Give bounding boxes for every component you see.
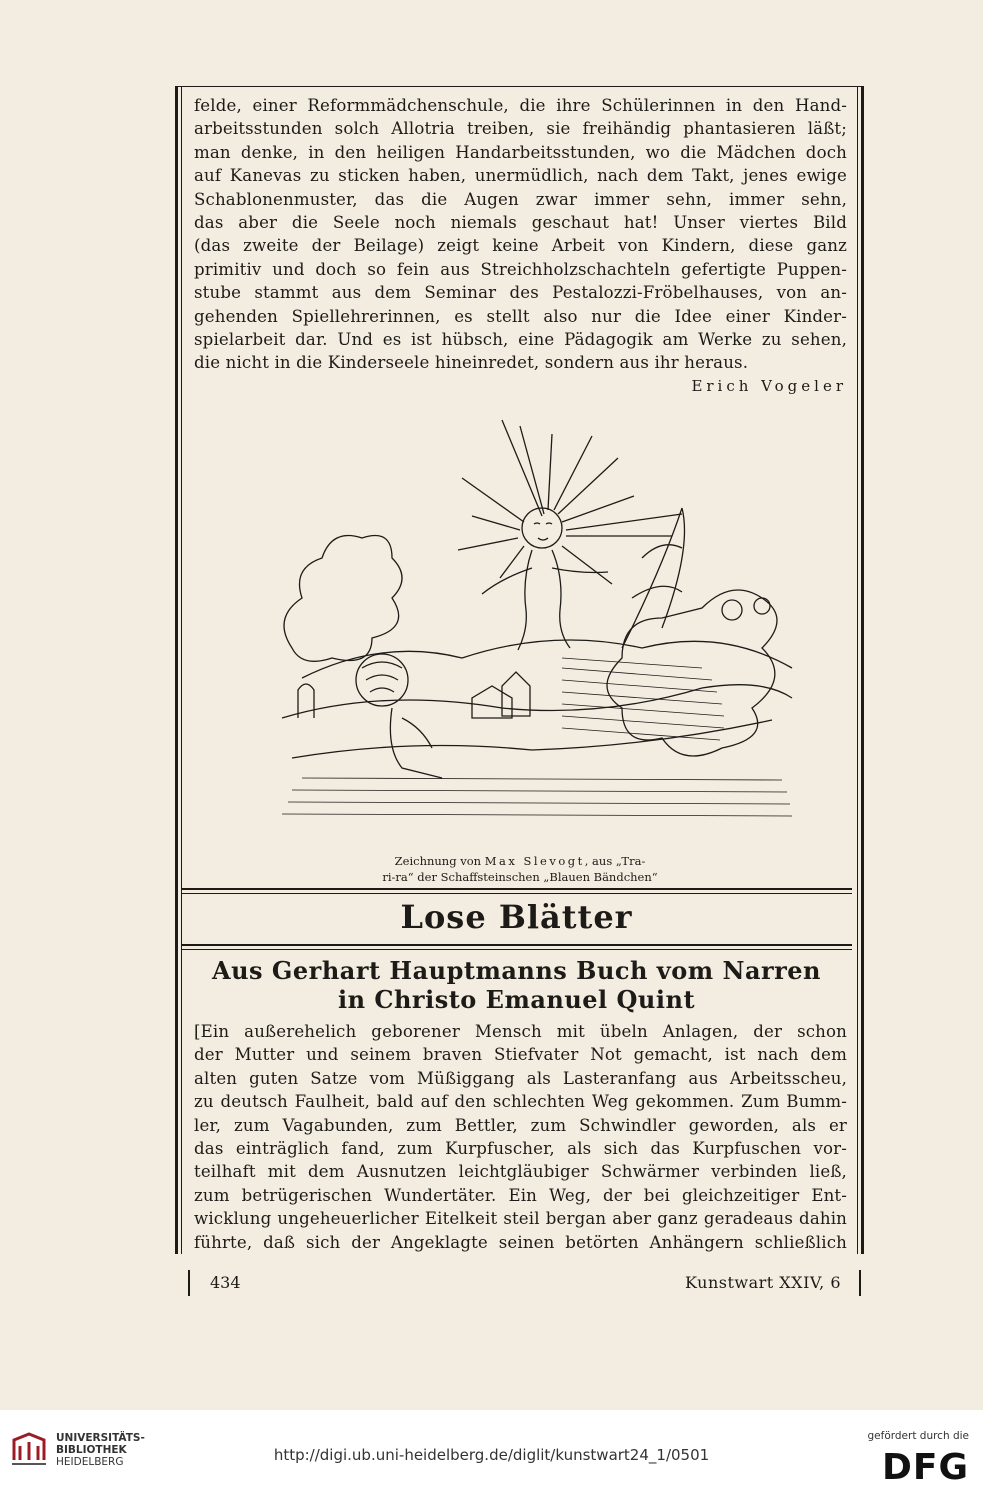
article-line: [Ein außerehelich geborener Mensch mit übeln Anlagen, der schon <box>194 1022 847 1041</box>
essay-line: man denke, in den heiligen Handarbeitsstunden, wo die Mädchen doch <box>194 142 847 162</box>
essay-line: das aber die Seele noch niemals geschaut hat! Unser viertes Bild <box>194 213 847 233</box>
page-number: 434 <box>210 1273 241 1292</box>
caption-prefix: Zeichnung von <box>394 854 485 868</box>
essay-line: arbeitsstunden solch Allotria treiben, sie freihändig phantasieren läßt; <box>194 119 847 139</box>
essay-line: primitiv und doch so fein aus Streichholzschachteln gefertigte Puppen- <box>194 259 847 279</box>
seated-child <box>390 708 442 778</box>
essay-line: (das zweite der Beilage) zeigt keine Arbeit von Kindern, diese ganz <box>194 236 847 256</box>
article-line: zum betrügerischen Wundertäter. Ein Weg, der bei gleichzeitiger Ent- <box>194 1185 847 1205</box>
funding-caption: gefördert durch die <box>867 1430 969 1442</box>
journal-issue: Kunstwart XXIV, 6 <box>685 1273 841 1292</box>
article-title <box>181 956 852 1014</box>
article-line: ler, zum Vagabunden, zum Bettler, zum Schwindler geworden, als er <box>194 1115 847 1135</box>
wandering-figure <box>482 550 608 650</box>
page-footer <box>188 1270 861 1296</box>
article-title-line: in Christo Emanuel Quint <box>337 985 696 1014</box>
caption-rest: , aus „Tra- <box>584 854 646 868</box>
hill-line <box>302 640 792 678</box>
illustration-caption <box>340 853 700 885</box>
essay-line: felde, einer Reformmädchenschule, die ihre Schülerinnen in den Hand- <box>194 96 847 115</box>
caption-line-2: ri-ra“ der Schaffsteinschen „Blauen Bändchen“ <box>382 870 658 884</box>
essay-line: Schablonenmuster, das die Augen zwar immer sehn, immer sehn, <box>194 189 847 209</box>
sun-face <box>522 508 562 548</box>
library-line: HEIDELBERG <box>56 1456 124 1468</box>
essay-line: auf Kanevas zu sticken haben, unermüdlich, nach dem Takt, jenes ewige <box>194 166 847 186</box>
author-signature: Erich Vogeler <box>691 376 847 395</box>
left-bush <box>284 536 402 662</box>
article-line: führte, daß sich der Angeklagte seinen betörten Anhängern schließlich <box>194 1232 847 1252</box>
dfg-logo: DFG <box>881 1447 969 1488</box>
article-text <box>194 1020 847 1254</box>
section-rule-top <box>181 888 852 894</box>
caption-line-1 <box>340 853 700 869</box>
library-line: BIBLIOTHEK <box>56 1444 127 1456</box>
right-foliage <box>607 590 777 756</box>
essay-line: die nicht in die Kinderseele hineinredet, sondern aus ihr heraus. <box>194 353 749 373</box>
sun-rays <box>458 420 682 584</box>
article-line: zu deutsch Faulheit, bald auf den schlechten Weg gekommen. Zum Bumm- <box>194 1092 847 1112</box>
hatching <box>282 658 792 816</box>
essay-line: stube stammt aus dem Seminar des Pestalozzi-Fröbelhauses, von an- <box>194 283 847 303</box>
article-line: alten guten Satze vom Müßiggang als Lasteranfang aus Arbeitsscheu, <box>194 1068 847 1088</box>
caption-artist: Max Slevogt <box>484 854 585 868</box>
village-houses <box>472 672 530 718</box>
article-line: wicklung ungeheuerlicher Eitelkeit steil bergan aber ganz geradeaus dahin <box>194 1209 847 1229</box>
article-line: der Mutter und seinem braven Stiefvater Not gemacht, ist nach dem <box>194 1045 847 1065</box>
essay-text <box>194 94 847 395</box>
slevogt-illustration <box>262 418 807 843</box>
essay-line: gehenden Spiellehrerinnen, es stellt also nur die Idee einer Kinder- <box>194 306 847 326</box>
section-title: Lose Blätter <box>400 898 633 936</box>
right-tree <box>622 508 685 648</box>
permalink-url[interactable]: http://digi.ub.uni-heidelberg.de/diglit/kunstwart24_1/0501 <box>273 1446 710 1464</box>
essay-line: spielarbeit dar. Und es ist hübsch, eine Pädagogik am Werke zu sehen, <box>194 330 847 350</box>
library-line: UNIVERSITÄTS- <box>56 1432 145 1444</box>
article-line: teilhaft mit dem Ausnutzen leichtgläubiger Schwärmer verbinden ließ, <box>194 1162 847 1182</box>
section-rule-bottom <box>181 944 852 950</box>
article-title-line: Aus Gerhart Hauptmanns Buch vom Narren <box>211 956 822 985</box>
article-line: das einträglich fand, zum Kurpfuscher, als sich das Kurpfuschen vor- <box>194 1139 847 1159</box>
